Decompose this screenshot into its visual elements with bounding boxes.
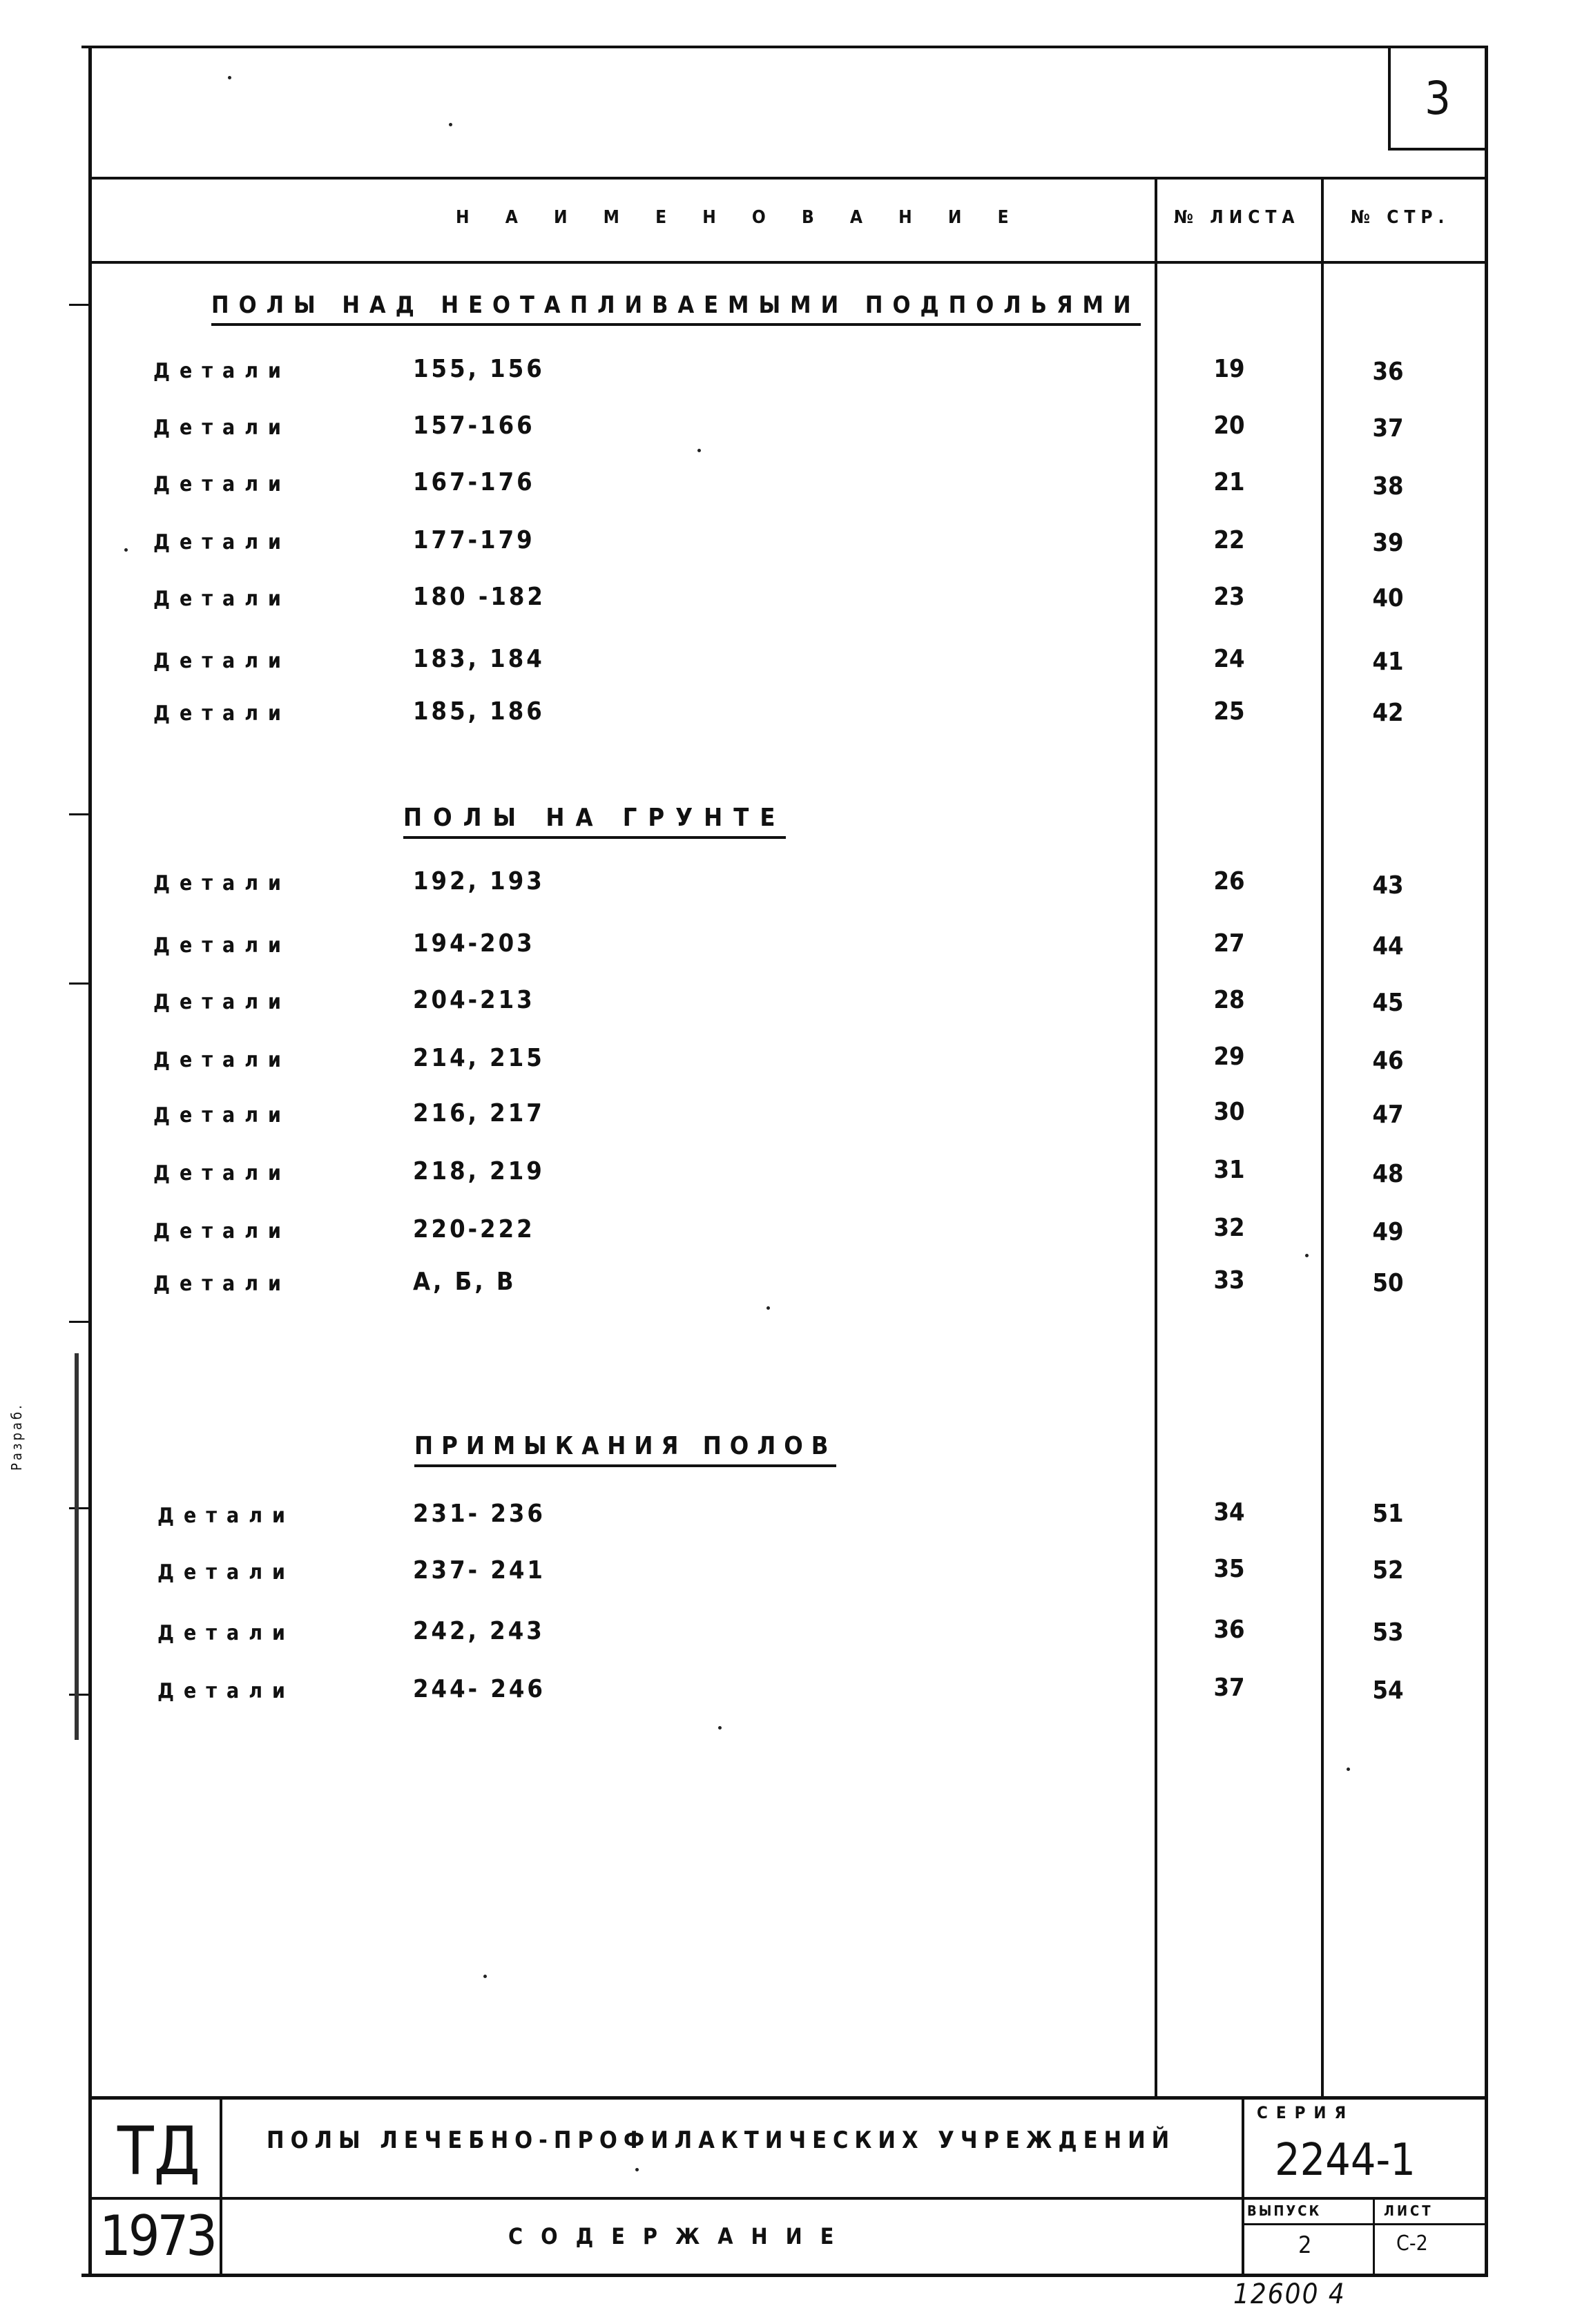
row-label: Детали	[153, 871, 291, 895]
row-page: 50	[1372, 1269, 1404, 1297]
row-page: 38	[1372, 472, 1404, 501]
scan-speck	[718, 1726, 722, 1730]
section-title: ПОЛЫ НАД НЕОТАПЛИВАЕМЫМИ ПОДПОЛЬЯМИ	[211, 291, 1141, 326]
row-label: Детали	[153, 1219, 291, 1243]
row-page: 47	[1372, 1101, 1404, 1129]
margin-tick	[69, 304, 88, 306]
row-page: 52	[1372, 1556, 1404, 1585]
row-label: Детали	[153, 416, 291, 440]
sheet-number: 3	[1425, 72, 1451, 125]
row-sheet: 24	[1213, 645, 1245, 673]
col-divider-2	[1321, 177, 1324, 2096]
margin-tick	[69, 1321, 88, 1323]
sheet-label: ЛИСТ	[1384, 2202, 1434, 2219]
row-value: 214, 215	[413, 1044, 545, 1072]
row-sheet: 29	[1213, 1043, 1245, 1071]
row-sheet: 28	[1213, 986, 1245, 1014]
row-sheet: 20	[1213, 411, 1245, 440]
scan-speck	[635, 2168, 639, 2171]
row-sheet: 32	[1213, 1214, 1245, 1242]
scan-speck	[1347, 1768, 1350, 1771]
row-sheet: 27	[1213, 929, 1245, 958]
row-page: 46	[1372, 1047, 1404, 1075]
titleblock-issue-divider	[1373, 2197, 1375, 2277]
row-value: 185, 186	[413, 697, 545, 726]
titleblock-series-divider	[1242, 2096, 1244, 2277]
row-value: 194-203	[413, 929, 535, 958]
series-value: 2244-1	[1275, 2135, 1416, 2186]
frame-left	[88, 46, 92, 2277]
row-sheet: 23	[1213, 583, 1245, 611]
row-sheet: 33	[1213, 1266, 1245, 1295]
row-value: 155, 156	[413, 355, 545, 383]
row-sheet: 19	[1213, 355, 1245, 383]
row-value: 192, 193	[413, 867, 545, 895]
row-page: 42	[1372, 699, 1404, 727]
scan-speck	[449, 123, 452, 126]
inventory-number: 12600 4	[1233, 2278, 1346, 2310]
row-page: 44	[1372, 932, 1404, 960]
row-page: 39	[1372, 529, 1404, 557]
row-value: 157-166	[413, 411, 535, 440]
row-value: 242, 243	[413, 1617, 545, 1645]
col-divider-1	[1155, 177, 1157, 2096]
row-label: Детали	[153, 933, 291, 958]
row-value: 177-179	[413, 526, 535, 554]
side-stamp-scribble	[75, 1353, 79, 1740]
row-value: 220-222	[413, 1215, 535, 1243]
scan-speck	[124, 548, 128, 552]
row-label: Детали	[153, 649, 291, 673]
issue-value: 2	[1298, 2231, 1312, 2259]
row-page: 53	[1372, 1618, 1404, 1647]
row-sheet: 35	[1213, 1555, 1245, 1583]
row-label: Детали	[153, 530, 291, 554]
row-page: 36	[1372, 358, 1404, 386]
scan-speck	[483, 1975, 487, 1978]
margin-tick	[69, 1694, 88, 1696]
year: 1973	[99, 2204, 215, 2268]
row-label: Детали	[153, 359, 291, 383]
logo: ТД	[117, 2113, 201, 2190]
margin-tick	[69, 982, 88, 985]
row-sheet: 25	[1213, 697, 1245, 726]
document-subtitle: СОДЕРЖАНИЕ	[508, 2223, 852, 2249]
row-value: 218, 219	[413, 1157, 545, 1185]
row-page: 48	[1372, 1160, 1404, 1188]
row-sheet: 22	[1213, 526, 1245, 554]
row-page: 54	[1372, 1676, 1404, 1705]
row-sheet: 31	[1213, 1156, 1245, 1184]
row-label: Детали	[153, 990, 291, 1014]
row-value: 231- 236	[413, 1500, 546, 1528]
row-sheet: 26	[1213, 867, 1245, 895]
row-label: Детали	[157, 1621, 295, 1645]
row-label: Детали	[153, 701, 291, 726]
header-page: № СТР.	[1351, 207, 1450, 228]
scan-speck	[766, 1306, 770, 1310]
frame-right	[1485, 46, 1488, 2277]
frame-top	[81, 46, 1487, 48]
row-sheet: 30	[1213, 1098, 1245, 1126]
series-label: СЕРИЯ	[1257, 2103, 1355, 2122]
row-value: 237- 241	[413, 1556, 546, 1585]
row-sheet: 34	[1213, 1498, 1245, 1527]
sheet-value: С-2	[1396, 2231, 1428, 2256]
side-stamp: Разраб.	[8, 1402, 25, 1471]
scan-speck	[1305, 1254, 1309, 1257]
row-label: Детали	[153, 472, 291, 496]
row-page: 43	[1372, 871, 1404, 900]
row-label: Детали	[153, 1161, 291, 1185]
titleblock-top-line	[88, 2096, 1487, 2100]
row-label: Детали	[157, 1679, 295, 1703]
titleblock-mid-line	[88, 2197, 1487, 2200]
header-bottom-line	[88, 261, 1487, 264]
section-title: ПРИМЫКАНИЯ ПОЛОВ	[414, 1432, 836, 1467]
row-label: Детали	[153, 587, 291, 611]
row-page: 51	[1372, 1500, 1404, 1528]
row-value: 204-213	[413, 986, 535, 1014]
document-title: ПОЛЫ ЛЕЧЕБНО-ПРОФИЛАКТИЧЕСКИХ УЧРЕЖДЕНИЙ	[267, 2127, 1176, 2154]
titleblock-issue-hline	[1243, 2223, 1487, 2225]
row-sheet: 21	[1213, 468, 1245, 496]
row-page: 45	[1372, 989, 1404, 1017]
row-value: 180 -182	[413, 583, 546, 611]
row-label: Детали	[157, 1504, 295, 1528]
row-label: Детали	[153, 1272, 291, 1296]
issue-label: ВЫПУСК	[1247, 2202, 1322, 2219]
section-title: ПОЛЫ НА ГРУНТЕ	[403, 804, 786, 839]
titleblock-logo-divider	[220, 2096, 222, 2277]
row-page: 37	[1372, 414, 1404, 443]
row-page: 49	[1372, 1218, 1404, 1246]
row-label: Детали	[153, 1103, 291, 1127]
header-name: Н А И М Е Н О В А Н И Е	[456, 207, 1024, 228]
row-page: 41	[1372, 648, 1404, 676]
row-sheet: 37	[1213, 1674, 1245, 1702]
margin-tick	[69, 1507, 88, 1509]
scan-speck	[228, 76, 231, 79]
row-value: 216, 217	[413, 1099, 545, 1127]
header-sheet: № ЛИСТА	[1174, 207, 1300, 228]
header-top-line	[88, 177, 1487, 180]
row-value: 244- 246	[413, 1675, 546, 1703]
row-label: Детали	[153, 1048, 291, 1072]
row-label: Детали	[157, 1560, 295, 1585]
margin-tick	[69, 813, 88, 815]
row-value: 183, 184	[413, 645, 545, 673]
row-page: 40	[1372, 584, 1404, 612]
row-sheet: 36	[1213, 1616, 1245, 1644]
scan-speck	[697, 449, 701, 452]
frame-bottom	[81, 2274, 1487, 2277]
row-value: А, Б, В	[413, 1268, 517, 1296]
row-value: 167-176	[413, 468, 535, 496]
